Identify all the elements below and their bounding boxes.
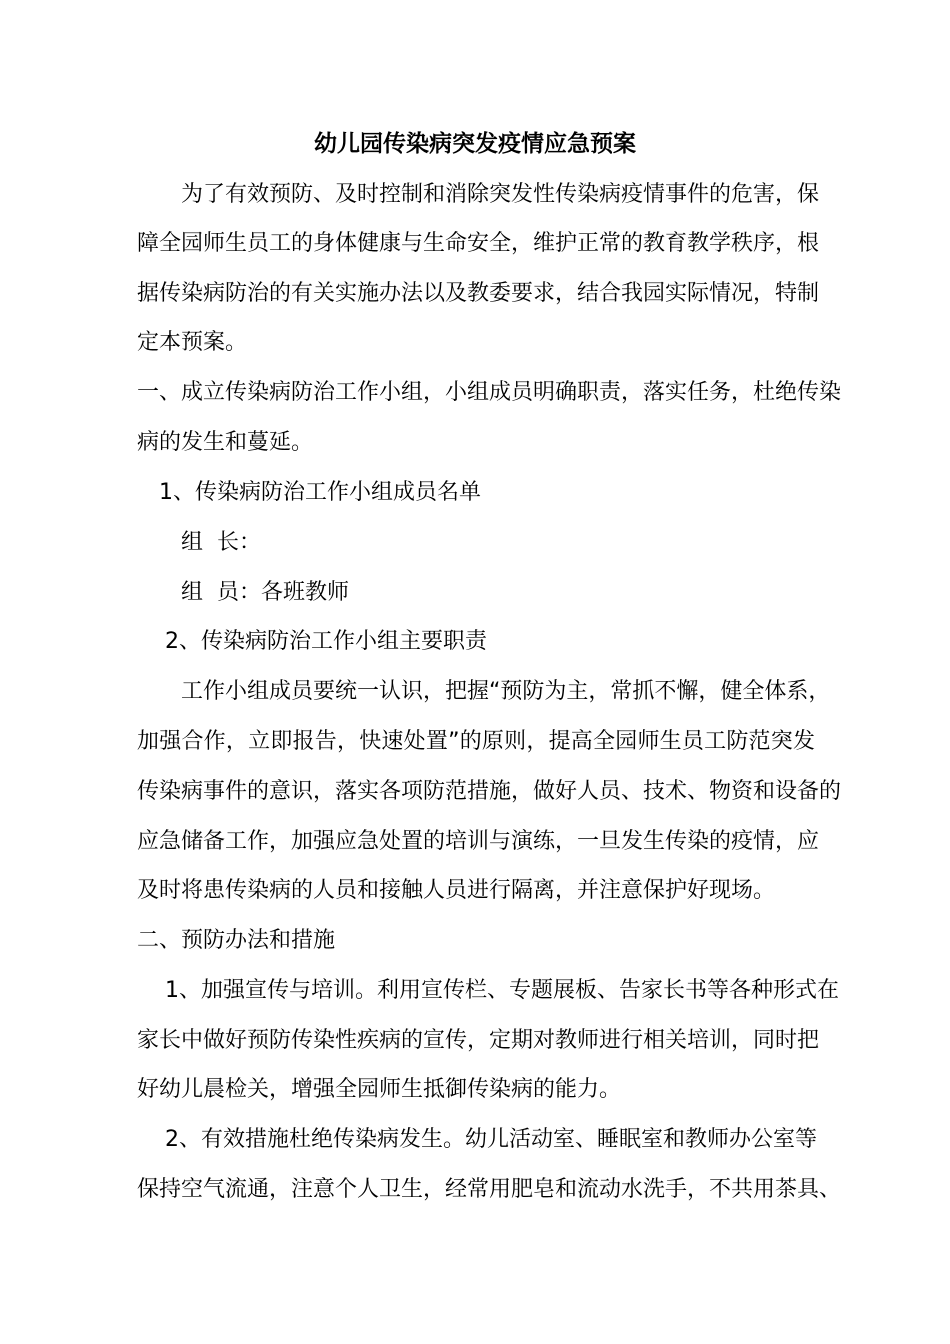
paragraph-line: 加强合作，立即报告，快速处置”的原则，提高全园师生员工防范突发 — [137, 729, 815, 754]
paragraph-line: 为了有效预防、及时控制和消除突发性传染病疫情事件的危害，保 — [181, 182, 820, 207]
document-title: 幼儿园传染病突发疫情应急预案 — [314, 131, 636, 157]
paragraph-line: 定本预案。 — [137, 330, 248, 355]
subsection-heading: 2、传染病防治工作小组主要职责 — [165, 629, 487, 654]
paragraph-line: 保持空气流通，注意个人卫生，经常用肥皂和流动水洗手，不共用茶具、 — [137, 1177, 842, 1202]
member-line: 组 员：各班教师 — [181, 580, 349, 605]
paragraph-line: 工作小组成员要统一认识，把握“预防为主，常抓不懈，健全体系， — [181, 679, 831, 704]
paragraph-line: 应急储备工作，加强应急处置的培训与演练，一旦发生传染的疫情，应 — [137, 829, 820, 854]
paragraph-line: 家长中做好预防传染性疾病的宣传，定期对教师进行相关培训，同时把 — [137, 1028, 820, 1053]
section-heading-line: 病的发生和蔓延。 — [137, 430, 314, 455]
paragraph-line: 1、加强宣传与培训。利用宣传栏、专题展板、告家长书等各种形式在 — [165, 978, 839, 1003]
paragraph-line: 好幼儿晨检关，增强全园师生抵御传染病的能力。 — [137, 1077, 622, 1102]
subsection-heading: 1、传染病防治工作小组成员名单 — [159, 480, 481, 505]
leader-line: 组 长： — [181, 530, 261, 555]
section-heading-line: 一、成立传染病防治工作小组，小组成员明确职责，落实任务，杜绝传染 — [137, 380, 842, 405]
section-heading-line: 二、预防办法和措施 — [137, 928, 336, 953]
paragraph-line: 据传染病防治的有关实施办法以及教委要求，结合我园实际情况，特制 — [137, 281, 820, 306]
paragraph-line: 传染病事件的意识，落实各项防范措施，做好人员、技术、物资和设备的 — [137, 779, 842, 804]
paragraph-line: 障全园师生员工的身体健康与生命安全，维护正常的教育教学秩序，根 — [137, 231, 820, 256]
paragraph-line: 2、有效措施杜绝传染病发生。幼儿活动室、睡眠室和教师办公室等 — [165, 1127, 817, 1152]
paragraph-line: 及时将患传染病的人员和接触人员进行隔离，并注意保护好现场。 — [137, 878, 776, 903]
